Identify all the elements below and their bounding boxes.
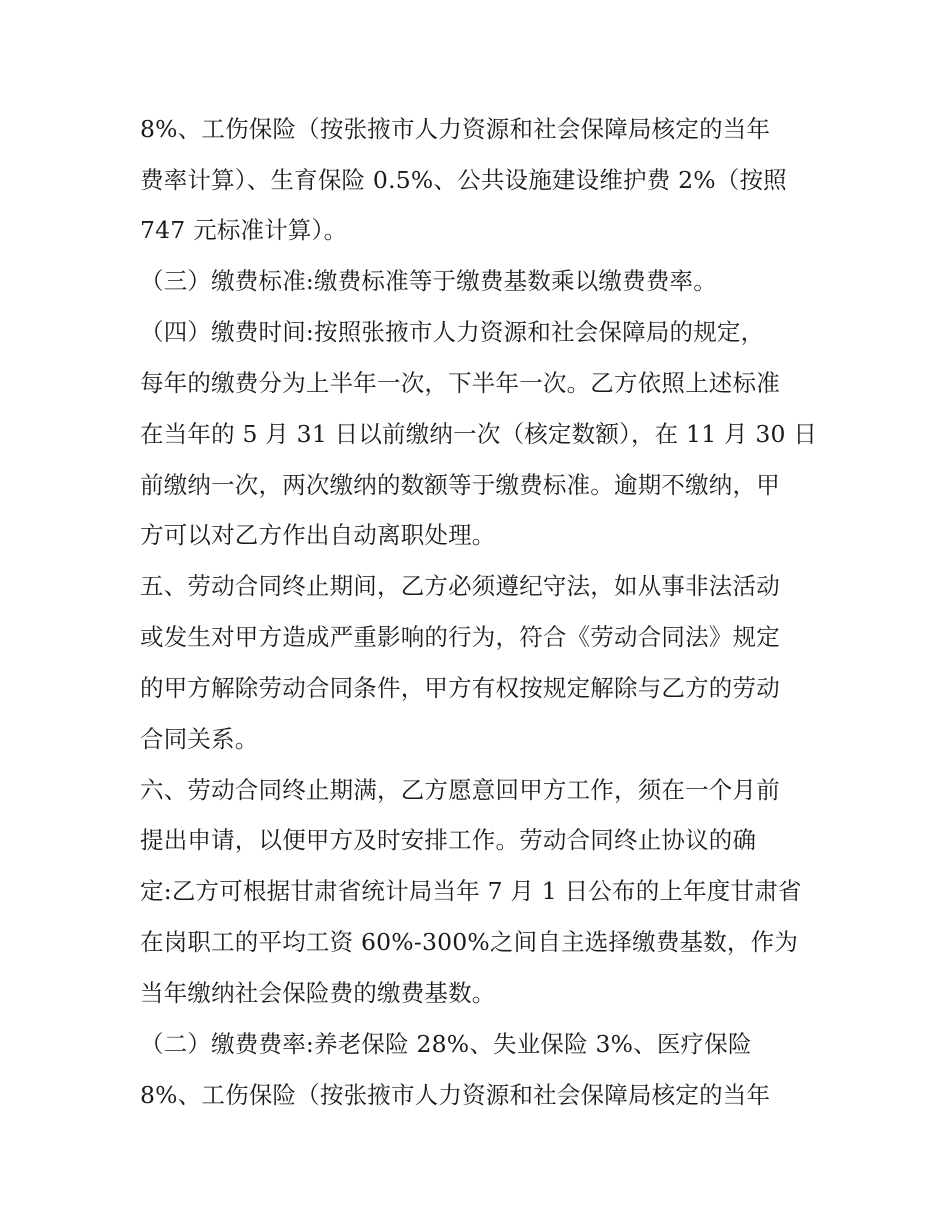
text-line: 在当年的 5 月 31 日以前缴纳一次（核定数额），在 11 月 30 日 — [140, 420, 818, 448]
text-line: 定:乙方可根据甘肃省统计局当年 7 月 1 日公布的上年度甘肃省 — [140, 877, 802, 905]
text-line: 前缴纳一次，两次缴纳的数额等于缴费标准。逾期不缴纳，甲 — [140, 471, 780, 499]
text-line: （二）缴费费率:养老保险 28%、失业保险 3%、医疗保险 — [140, 1030, 752, 1058]
text-line: （三）缴费标准:缴费标准等于缴费基数乘以缴费费率。 — [140, 267, 717, 295]
text-line: 六、劳动合同终止期满，乙方愿意回甲方工作，须在一个月前 — [140, 776, 780, 804]
text-line: 五、劳动合同终止期间，乙方必须遵纪守法，如从事非法活动 — [140, 572, 780, 600]
text-line: 在岗职工的平均工资 60%-300%之间自主选择缴费基数，作为 — [140, 928, 799, 956]
text-line: 当年缴纳社会保险费的缴费基数。 — [140, 979, 496, 1007]
text-line: 747 元标准计算）。 — [140, 216, 348, 244]
text-line: 费率计算）、生育保险 0.5%、公共设施建设维护费 2%（按照 — [140, 166, 787, 194]
text-line: 提出申请，以便甲方及时安排工作。劳动合同终止协议的确 — [140, 826, 757, 854]
text-line: （四）缴费时间:按照张掖市人力资源和社会保障局的规定， — [140, 318, 765, 346]
text-line: 方可以对乙方作出自动离职处理。 — [140, 521, 496, 549]
text-line: 8%、工伤保险（按张掖市人力资源和社会保障局核定的当年 — [140, 115, 771, 143]
text-line: 每年的缴费分为上半年一次，下半年一次。乙方依照上述标准 — [140, 369, 780, 397]
text-line: 8%、工伤保险（按张掖市人力资源和社会保障局核定的当年 — [140, 1081, 771, 1109]
text-line: 或发生对甲方造成严重影响的行为，符合《劳动合同法》规定 — [140, 623, 780, 651]
text-line: 合同关系。 — [140, 725, 259, 753]
text-line: 的甲方解除劳动合同条件，甲方有权按规定解除与乙方的劳动 — [140, 674, 780, 702]
